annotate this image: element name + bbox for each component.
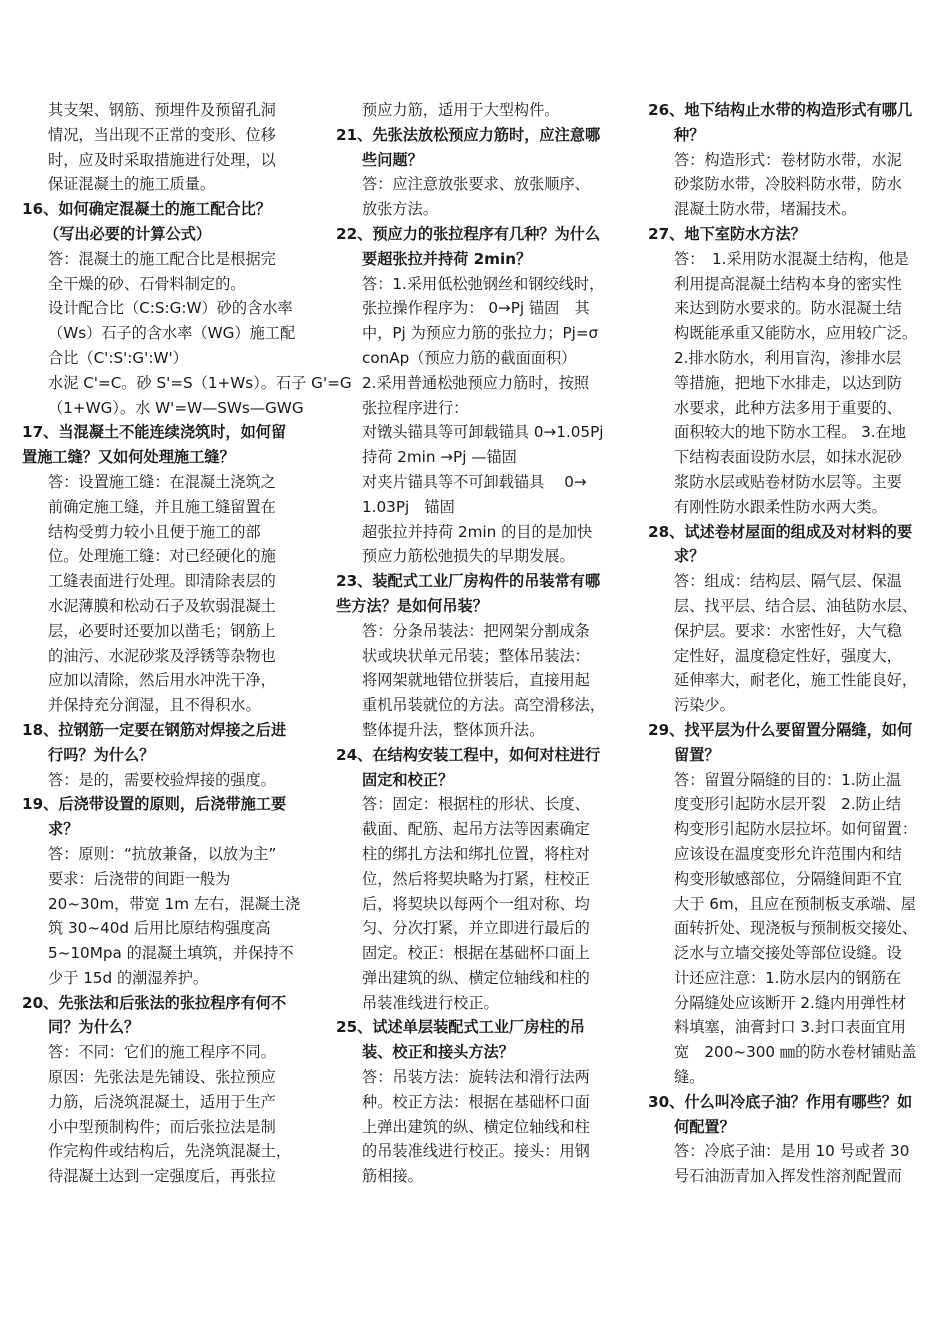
- question-heading-line: 23、装配式工业厂房构件的吊装常有哪: [336, 572, 601, 591]
- question-heading-line: 27、地下室防水方法？: [648, 224, 806, 243]
- answer-text-line: 位。处理施工缝：对已经硬化的施: [48, 547, 276, 566]
- answer-text-line: 利用提高混凝土结构本身的密实性: [674, 274, 902, 293]
- question-heading-line: 何配置？: [674, 1117, 735, 1136]
- answer-text-line: 待混凝土达到一定强度后，再张拉: [48, 1167, 276, 1186]
- answer-text-line: 保证混凝土的施工质量。: [48, 175, 216, 194]
- answer-text-line: 水要求，此种方法多用于重要的、: [674, 398, 902, 417]
- answer-text-line: 水泥 C'=C。砂 S'=S（1+Ws）。石子 G'=G: [48, 373, 352, 392]
- question-heading-line: 要超张拉并持荷 2min？: [362, 249, 532, 268]
- answer-text-line: 张拉操作程序为： 0→Pj 锚固 其: [362, 299, 590, 318]
- answer-text-line: 2.排水防水，利用盲沟，渗排水层: [674, 348, 902, 367]
- answer-text-line: 2.采用普通松弛预应力筋时，按照: [362, 373, 590, 392]
- question-heading-line: 16、如何确定混凝土的施工配合比？: [22, 200, 271, 219]
- answer-text-line: 浆防水层或贴卷材防水层等。主要: [674, 472, 902, 491]
- answer-text-line: 料填塞，油膏封口 3.封口表面宜用: [674, 1018, 906, 1037]
- answer-text-line: 应加以清除，然后用水冲洗干净，: [48, 671, 276, 690]
- text-column-right: [648, 98, 930, 1189]
- answer-text-line: 整体提升法，整体顶升法。: [362, 720, 545, 739]
- question-heading-line: 固定和校正？: [362, 770, 454, 789]
- answer-text-line: 答：组成：结构层、隔气层、保温: [674, 572, 902, 591]
- answer-text-line: conAp（预应力筋的截面面积）: [362, 348, 577, 367]
- answer-text-line: 作完构件或结构后，先浇筑混凝土，: [48, 1142, 291, 1161]
- answer-text-line: 状或块状单元吊装；整体吊装法：: [362, 646, 590, 665]
- answer-text-line: 层、找平层、结合层、油毡防水层、: [674, 596, 917, 615]
- answer-text-line: 工缝表面进行处理。即清除表层的: [48, 572, 276, 591]
- answer-text-line: 5~10Mpa 的混凝土填筑，并保持不: [48, 944, 294, 963]
- answer-text-line: 对镦头锚具等可卸载锚具 0→1.05Pj: [362, 423, 604, 442]
- answer-text-line: 污染少。: [674, 696, 735, 715]
- answer-text-line: 前确定施工缝，并且施工缝留置在: [48, 497, 276, 516]
- answer-text-line: 要求：后浇带的间距一般为: [48, 869, 231, 888]
- answer-text-line: 后，将契块以每两个一组对称、均: [362, 894, 590, 913]
- answer-text-line: 度变形引起防水层开裂 2.防止结: [674, 795, 902, 814]
- answer-text-line: 位，然后将契块略为打紧，柱校正: [362, 869, 590, 888]
- answer-text-line: 号石油沥青加入挥发性溶剂配置而: [674, 1167, 902, 1186]
- question-heading-line: 21、先张法放松预应力筋时，应注意哪: [336, 125, 601, 144]
- answer-text-line: 答：吊装方法：旋转法和滑行法两: [362, 1068, 590, 1087]
- answer-text-line: 设计配合比（C:S:G:W）砂的含水率: [48, 299, 293, 318]
- answer-text-line: 情况，当出现不正常的变形、位移: [48, 125, 276, 144]
- answer-text-line: 持荷 2min →Pj —锚固: [362, 448, 517, 467]
- question-heading-line: 18、拉钢筋一定要在钢筋对焊接之后进: [22, 720, 287, 739]
- answer-text-line: 答：应注意放张要求、放张顺序、: [362, 175, 590, 194]
- answer-text-line: 筑 30~40d 后用比原结构强度高: [48, 919, 271, 938]
- question-heading-line: 些问题？: [362, 150, 423, 169]
- answer-text-line: 弹出建筑的纵、横定位轴线和柱的: [362, 968, 590, 987]
- answer-text-line: 1.03Pj 锚固: [362, 497, 455, 516]
- question-heading-line: 24、在结构安装工程中，如何对柱进行: [336, 745, 601, 764]
- answer-text-line: 面转折处、现浇板与预制板交接处、: [674, 919, 917, 938]
- answer-text-line: 答：冷底子油：是用 10 号或者 30: [674, 1142, 910, 1161]
- answer-text-line: 种。校正方法：根据在基础杯口面: [362, 1092, 590, 1111]
- answer-text-line: 筋相接。: [362, 1167, 423, 1186]
- answer-text-line: 匀、分次打紧，并立即进行最后的: [362, 919, 590, 938]
- answer-text-line: 20~30m，带宽 1m 左右，混凝土浇: [48, 894, 301, 913]
- answer-text-line: 缝。: [674, 1068, 705, 1087]
- answer-text-line: 对夹片锚具等不可卸载锚具 0→: [362, 472, 587, 491]
- answer-text-line: 柱的绑扎方法和绑扎位置，将柱对: [362, 844, 590, 863]
- answer-text-line: 分隔缝处应该断开 2.缝内用弹性材: [674, 993, 906, 1012]
- answer-text-line: 答：是的，需要校验焊接的强度。: [48, 770, 276, 789]
- question-heading-line: （写出必要的计算公式）: [44, 224, 212, 243]
- answer-text-line: 放张方法。: [362, 200, 438, 219]
- answer-text-line: 答：设置施工缝：在混凝土浇筑之: [48, 472, 276, 491]
- question-heading-line: 30、什么叫冷底子油？作用有哪些？如: [648, 1092, 913, 1111]
- question-heading-line: 种？: [674, 125, 705, 144]
- answer-text-line: 计还应注意：1.防水层内的钢筋在: [674, 968, 902, 987]
- answer-text-line: 其支架、钢筋、预埋件及预留孔洞: [48, 101, 276, 119]
- answer-text-line: 预应力筋，适用于大型构件。: [362, 101, 560, 119]
- answer-text-line: 宽 200~300 ㎜的防水卷材铺贴盖: [674, 1043, 917, 1062]
- answer-text-line: 重机吊装就位的方法。高空滑移法，: [362, 696, 605, 715]
- answer-text-line: 答：固定：根据柱的形状、长度、: [362, 795, 590, 814]
- answer-text-line: 构变形敏感部位，分隔缝间距不宜: [674, 869, 902, 888]
- answer-text-line: 混凝土防水带，堵漏技术。: [674, 200, 857, 219]
- answer-text-line: 答：构造形式：卷材防水带，水泥: [674, 150, 902, 169]
- answer-text-line: 上弹出建筑的纵、横定位轴线和柱: [362, 1117, 590, 1136]
- answer-text-line: 张拉程序进行：: [362, 398, 469, 417]
- question-heading-line: 同？为什么？: [48, 1018, 140, 1037]
- question-heading-line: 20、先张法和后张法的张拉程序有何不: [22, 993, 287, 1012]
- answer-text-line: 构变形引起防水层拉坏。如何留置：: [674, 820, 917, 839]
- answer-text-line: 砂浆防水带，冷胶料防水带，防水: [674, 175, 902, 194]
- question-heading-line: 求？: [48, 820, 79, 839]
- answer-text-line: 时，应及时采取措施进行处理，以: [48, 150, 276, 169]
- answer-text-line: 面积较大的地下防水工程。 3.在地: [674, 423, 906, 442]
- answer-text-line: （Ws）石子的含水率（WG）施工配: [48, 324, 296, 343]
- answer-text-line: 的吊装准线进行校正。接头：用钢: [362, 1142, 590, 1161]
- answer-text-line: 结构受剪力较小且便于施工的部: [48, 522, 261, 541]
- answer-text-line: 答：留置分隔缝的目的：1.防止温: [674, 770, 902, 789]
- answer-text-line: 保护层。要求：水密性好，大气稳: [674, 621, 902, 640]
- answer-text-line: 应该设在温度变形允许范围内和结: [674, 844, 902, 863]
- question-heading-line: 置施工缝？又如何处理施工缝？: [22, 448, 235, 467]
- text-column-middle: [336, 98, 626, 1189]
- answer-text-line: 固定。校正：根据在基础杯口面上: [362, 944, 590, 963]
- answer-text-line: 答：1.采用低松弛钢丝和钢绞线时，: [362, 274, 605, 293]
- question-heading-line: 留置？: [674, 745, 720, 764]
- question-heading-line: 29、找平层为什么要留置分隔缝，如何: [648, 720, 913, 739]
- answer-text-line: 预应力筋松弛损失的早期发展。: [362, 547, 575, 566]
- answer-text-line: 截面、配筋、起吊方法等因素确定: [362, 820, 590, 839]
- answer-text-line: 并保持充分润湿，且不得积水。: [48, 696, 261, 715]
- question-heading-line: 19、后浇带设置的原则，后浇带施工要: [22, 795, 287, 814]
- answer-text-line: 定性好，温度稳定性好，强度大，: [674, 646, 902, 665]
- answer-text-line: 层，必要时还要加以凿毛；钢筋上: [48, 621, 276, 640]
- answer-text-line: 延伸率大，耐老化，施工性能良好，: [674, 671, 917, 690]
- answer-text-line: 力筋，后浇筑混凝土，适用于生产: [48, 1092, 276, 1111]
- text-column-left: [22, 98, 352, 1189]
- answer-text-line: 中，Pj 为预应力筋的张拉力；Pj=σ: [362, 324, 599, 343]
- answer-text-line: 合比（C':S':G':W'）: [48, 348, 188, 367]
- question-heading-line: 些方法？是如何吊装？: [336, 596, 488, 615]
- question-heading-line: 22、预应力的张拉程序有几种？为什么: [336, 224, 601, 243]
- answer-text-line: 答：原则：“抗放兼备，以放为主”: [48, 844, 277, 863]
- question-heading-line: 26、地下结构止水带的构造形式有哪几: [648, 101, 913, 119]
- answer-text-line: 下结构表面设防水层，如抹水泥砂: [674, 448, 902, 467]
- answer-text-line: 来达到防水要求的。防水混凝土结: [674, 299, 902, 318]
- answer-text-line: 泛水与立墙交接处等部位设缝。设: [674, 944, 902, 963]
- answer-text-line: 答：混凝土的施工配合比是根据完: [48, 249, 276, 268]
- question-heading-line: 行吗？为什么？: [48, 745, 155, 764]
- answer-text-line: 水泥薄膜和松动石子及软弱混凝土: [48, 596, 276, 615]
- question-heading-line: 25、试述单层装配式工业厂房柱的吊: [336, 1018, 585, 1037]
- answer-text-line: 大于 6m，且应在预制板支承端、屋: [674, 894, 916, 913]
- question-heading-line: 装、校正和接头方法？: [362, 1043, 514, 1062]
- question-heading-line: 28、试述卷材屋面的组成及对材料的要: [648, 522, 913, 541]
- answer-text-line: 构既能承重又能防水，应用较广泛。: [674, 324, 917, 343]
- answer-text-line: 等措施，把地下水排走，以达到防: [674, 373, 902, 392]
- answer-text-line: 答：不同：它们的施工程序不同。: [48, 1043, 276, 1062]
- answer-text-line: 有刚性防水跟柔性防水两大类。: [674, 497, 887, 516]
- answer-text-line: 超张拉并持荷 2min 的目的是加快: [362, 522, 593, 541]
- question-heading-line: 求？: [674, 547, 705, 566]
- answer-text-line: 答： 1.采用防水混凝土结构，他是: [674, 249, 909, 268]
- answer-text-line: 将网架就地错位拼装后，直接用起: [362, 671, 590, 690]
- answer-text-line: 小中型预制构件；而后张拉法是制: [48, 1117, 276, 1136]
- answer-text-line: 的油污、水泥砂浆及浮锈等杂物也: [48, 646, 276, 665]
- answer-text-line: 少于 15d 的潮湿养护。: [48, 968, 209, 987]
- answer-text-line: 答：分条吊装法：把网架分割成条: [362, 621, 590, 640]
- answer-text-line: 全干燥的砂、石骨料制定的。: [48, 274, 246, 293]
- answer-text-line: （1+WG）。水 W'=W—SWs—GWG: [48, 398, 304, 417]
- answer-text-line: 原因：先张法是先铺设、张拉预应: [48, 1068, 276, 1087]
- question-heading-line: 17、当混凝土不能连续浇筑时，如何留: [22, 423, 287, 442]
- answer-text-line: 吊装准线进行校正。: [362, 993, 499, 1012]
